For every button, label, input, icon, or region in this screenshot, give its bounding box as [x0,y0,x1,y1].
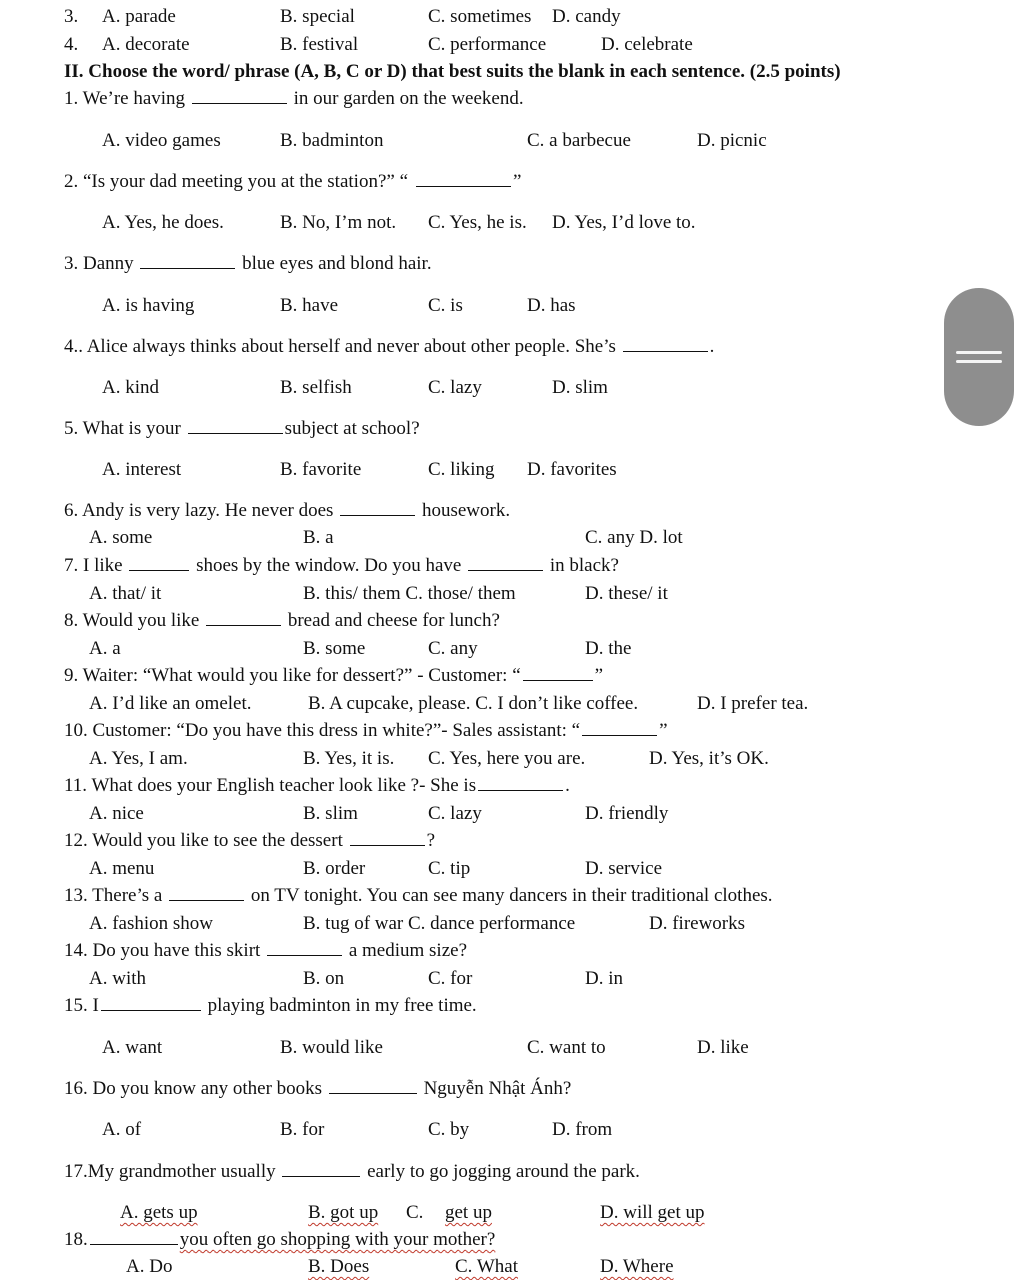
question-9: 9. Waiter: “What would you like for dessert?” - Customer: “ ” [64,665,604,686]
option-b: B. on [303,968,345,989]
question-13: 13. There’s a on TV tonight. You can see many dancers in their traditional clothes. [64,885,773,906]
option-d: D. service [585,858,663,879]
option-a: A. interest [102,459,182,480]
option-d: D. fireworks [649,913,746,934]
option-a: A. fashion show [89,913,214,934]
option-c: C. lazy [428,377,482,398]
question-15: 15. I playing badminton in my free time. [64,995,477,1016]
option-a: A. want [102,1037,163,1058]
option-b: B. Does [308,1256,370,1277]
option-a: A. kind [102,377,159,398]
option-b: B. Yes, it is. [303,748,395,769]
option-d: D. Yes, I’d love to. [552,212,696,233]
option-d: D. picnic [697,130,767,151]
option-a: A. a [89,638,121,659]
option-b: B. slim [303,803,358,824]
option-c-letter: C. [406,1202,424,1223]
question-11: 11. What does your English teacher look like ?- She is . [64,775,570,796]
question-7: 7. I like shoes by the window. Do you have in black? [64,555,619,576]
option-d: D. celebrate [601,34,693,55]
question-8: 8. Would you like bread and cheese for lunch? [64,610,500,631]
question-4: 4.. Alice always thinks about herself and never about other people. She’s . [64,336,715,357]
option-d: D. has [527,295,576,316]
option-bc: B. this/ them C. those/ them [303,583,516,604]
option-a: A. Yes, I am. [89,748,188,769]
option-c: C. What [455,1256,518,1277]
option-c: C. by [428,1119,470,1140]
option-d: D. these/ it [585,583,668,604]
option-b: B. got up [308,1202,379,1223]
option-c: C. lazy [428,803,482,824]
q4-number: 4. [64,34,79,55]
option-a: A. menu [89,858,155,879]
option-d: D. friendly [585,803,669,824]
option-a: A. is having [102,295,195,316]
question-3: 3. Danny blue eyes and blond hair. [64,253,432,274]
option-d: D. like [697,1037,749,1058]
option-b: B. No, I’m not. [280,212,397,233]
option-cd: C. any D. lot [585,527,683,548]
option-d: D. I prefer tea. [697,693,809,714]
option-c: C. tip [428,858,471,879]
option-d: D. the [585,638,632,659]
option-a: A. I’d like an omelet. [89,693,252,714]
question-10: 10. Customer: “Do you have this dress in white?”- Sales assistant: “ ” [64,720,668,741]
option-a: A. Yes, he does. [102,212,224,233]
option-bc: B. A cupcake, please. C. I don’t like coffee. [308,693,639,714]
question-12: 12. Would you like to see the dessert ? [64,830,436,851]
option-c: C. liking [428,459,495,480]
option-c: C. for [428,968,473,989]
option-a: A. that/ it [89,583,162,604]
question-16: 16. Do you know any other books Nguyễn Nhật Ánh? [64,1078,572,1099]
option-d: D. Where [600,1256,674,1277]
option-a: A. video games [102,130,221,151]
question-2: 2. “Is your dad meeting you at the station?” “ ” [64,171,522,192]
option-b: B. would like [280,1037,383,1058]
option-b: B. badminton [280,130,384,151]
scroll-handle[interactable] [944,288,1014,426]
option-c: C. Yes, he is. [428,212,527,233]
option-c: C. any [428,638,478,659]
option-d: D. Yes, it’s OK. [649,748,769,769]
option-d: D. will get up [600,1202,705,1223]
option-c: get up [445,1202,492,1223]
option-c: C. a barbecue [527,130,631,151]
option-b: B. order [303,858,366,879]
option-b: B. for [280,1119,325,1140]
q3-number: 3. [64,6,79,27]
option-b: B. special [280,6,355,27]
option-b: B. a [303,527,334,548]
option-d: D. candy [552,6,621,27]
option-a: A. of [102,1119,142,1140]
option-d: D. favorites [527,459,617,480]
option-c: C. is [428,295,463,316]
question-1: 1. We’re having in our garden on the weekend. [64,88,524,109]
option-b: B. festival [280,34,359,55]
option-a: A. with [89,968,146,989]
question-5: 5. What is your subject at school? [64,418,420,439]
option-a: A. decorate [102,34,190,55]
option-d: D. from [552,1119,613,1140]
option-a: A. parade [102,6,176,27]
option-bc: B. tug of war C. dance performance [303,913,576,934]
option-c: C. performance [428,34,547,55]
grip-line-icon [956,360,1002,363]
option-a: A. some [89,527,153,548]
option-a: A. gets up [120,1202,198,1223]
option-d: D. slim [552,377,608,398]
option-a: A. Do [126,1256,173,1277]
section-heading: II. Choose the word/ phrase (A, B, C or D) that best suits the blank in each sentence. (2.5 points) [64,61,841,82]
question-17: 17.My grandmother usually early to go jogging around the park. [64,1161,640,1182]
option-b: B. selfish [280,377,352,398]
option-c: C. sometimes [428,6,532,27]
option-d: D. in [585,968,623,989]
question-14: 14. Do you have this skirt a medium size? [64,940,468,961]
option-c: C. want to [527,1037,606,1058]
option-b: B. favorite [280,459,362,480]
question-6: 6. Andy is very lazy. He never does housework. [64,500,511,521]
grip-line-icon [956,351,1002,354]
option-a: A. nice [89,803,144,824]
question-18: 18. you often go shopping with your mother? [64,1229,496,1250]
option-b: B. some [303,638,366,659]
option-b: B. have [280,295,339,316]
option-c: C. Yes, here you are. [428,748,586,769]
